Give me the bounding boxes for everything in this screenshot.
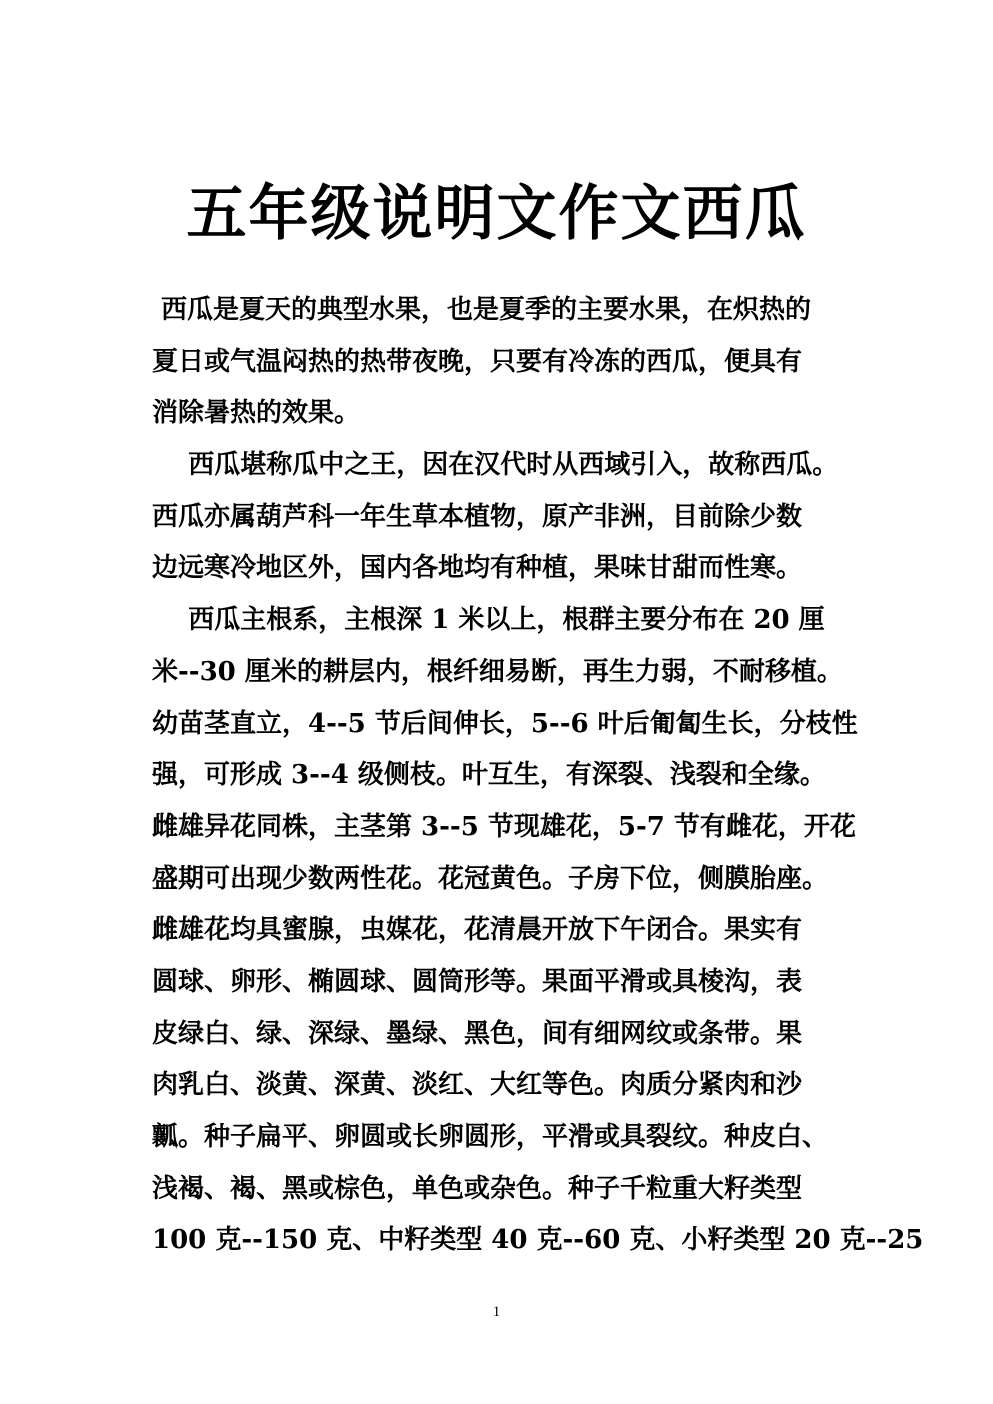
body-line: 边远寒冷地区外，国内各地均有种植，果味甘甜而性寒。 — [152, 553, 803, 584]
body-line: 西瓜是夏天的典型水果，也是夏季的主要水果，在炽热的 — [152, 295, 812, 325]
page-number: 1 — [492, 1304, 501, 1320]
body-line: 夏日或气温闷热的热带夜晚，只要有冷冻的西瓜，便具有 — [152, 346, 803, 377]
body-line: 西瓜堪称瓜中之王，因在汉代时从西域引入，故称西瓜。 — [152, 450, 839, 481]
body-line: 西瓜主根系，主根深 1 米以上，根群主要分布在 20 厘 — [152, 605, 825, 636]
body-line: 西瓜亦属葫芦科一年生草本植物，原产非洲，目前除少数 — [152, 501, 803, 532]
body-line: 雌雄花均具蜜腺，虫媒花，花清晨开放下午闭合。果实有 — [152, 915, 803, 946]
document-body — [152, 285, 924, 1267]
body-line: 圆球、卵形、椭圆球、圆筒形等。果面平滑或具棱沟，表 — [152, 966, 803, 997]
body-line: 瓤。种子扁平、卵圆或长卵圆形，平滑或具裂纹。种皮白、 — [152, 1122, 829, 1152]
body-line: 米--30 厘米的耕层内，根纤细易断，再生力弱，不耐移植。 — [152, 656, 843, 687]
body-line: 肉乳白、淡黄、深黄、淡红、大红等色。肉质分紧肉和沙 — [152, 1070, 803, 1101]
body-line: 浅褐、褐、黑或棕色，单色或杂色。种子千粒重大籽类型 — [152, 1173, 803, 1204]
body-line: 幼苗茎直立，4--5 节后间伸长，5--6 叶后匍匐生长，分枝性 — [152, 708, 858, 739]
document-title: 五年级说明文作文西瓜 — [186, 179, 807, 249]
body-line: 雌雄异花同株，主茎第 3--5 节现雄花，5-7 节有雌花，开花 — [152, 811, 856, 842]
body-line: 皮绿白、绿、深绿、墨绿、黑色，间有细网纹或条带。果 — [152, 1018, 803, 1049]
body-line: 盛期可出现少数两性花。花冠黄色。子房下位，侧膜胎座。 — [152, 863, 829, 894]
body-line: 消除暑热的效果。 — [152, 398, 361, 429]
body-line: 强，可形成 3--4 级侧枝。叶互生，有深裂、浅裂和全缘。 — [152, 760, 826, 791]
body-line: 100 克--150 克、中籽类型 40 克--60 克、小籽类型 20 克--25 — [152, 1225, 924, 1256]
